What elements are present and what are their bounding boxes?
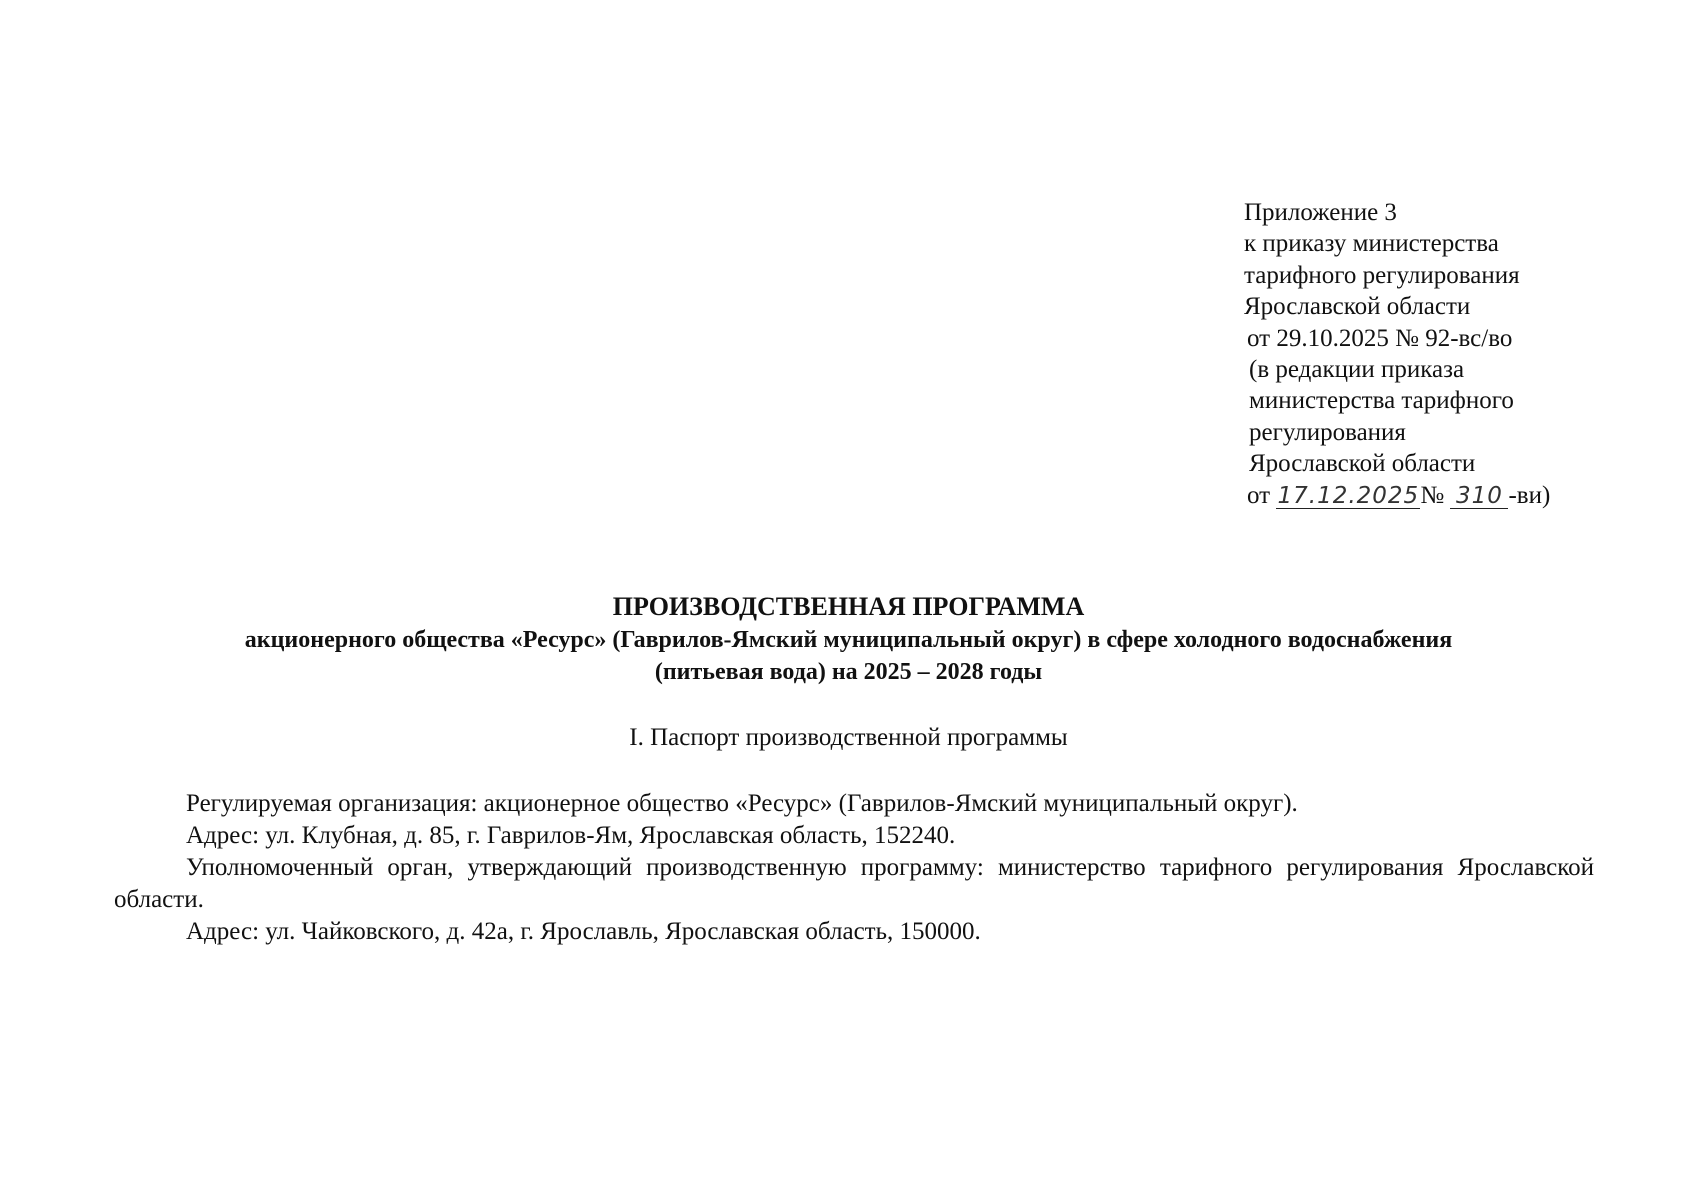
document-title [0,590,1697,688]
appendix-line: Приложение 3 [1244,199,1397,226]
title-line-2: акционерного общества «Ресурс» (Гаврилов-Ямский муниципальный округ) в сфере холодного водоснабжения [244,627,1453,653]
appendix-line: министерства тарифного [1249,387,1514,415]
document-body [114,788,1594,948]
order-suffix: -ви) [1508,481,1551,509]
title-line-3: (питьевая вода) на 2025 – 2028 годы [654,659,1043,685]
appendix-line: (в редакции приказа [1249,356,1465,384]
paragraph-authority-address: Адрес: ул. Чайковского, д. 42а, г. Ярославль, Ярославская область, 150000. [186,918,981,945]
appendix-last-line [1244,480,1550,511]
appendix-line: к приказу министерства [1244,230,1499,258]
appendix-line: от 29.10.2025 № 92-вс/во [1247,324,1513,352]
handwritten-date: 17.12.2025 [1277,482,1420,509]
number-sign: № [1420,481,1445,509]
paragraph-organization-address: Адрес: ул. Клубная, д. 85, г. Гаврилов-Ям, Ярославская область, 152240. [186,822,956,849]
paragraph-organization: Регулируемая организация: акционерное общество «Ресурс» (Гаврилов-Ямский муниципальный округ). [186,790,1298,817]
handwritten-number: 310 [1450,484,1508,509]
appendix-from-label: от [1247,481,1271,509]
appendix-line: тарифного регулирования [1244,261,1520,289]
paragraph-authority: Уполномоченный орган, утверждающий производственную программу: министерство тарифного регулирования Ярославской области. [114,854,1594,913]
section-title: I. Паспорт производственной программы [629,724,1068,751]
title-main: ПРОИЗВОДСТВЕННАЯ ПРОГРАММА [612,592,1085,621]
appendix-line: регулирования [1249,418,1406,446]
appendix-line: Ярославской области [1244,293,1471,321]
appendix-line: Ярославской области [1249,450,1476,478]
appendix-block [1244,197,1550,511]
